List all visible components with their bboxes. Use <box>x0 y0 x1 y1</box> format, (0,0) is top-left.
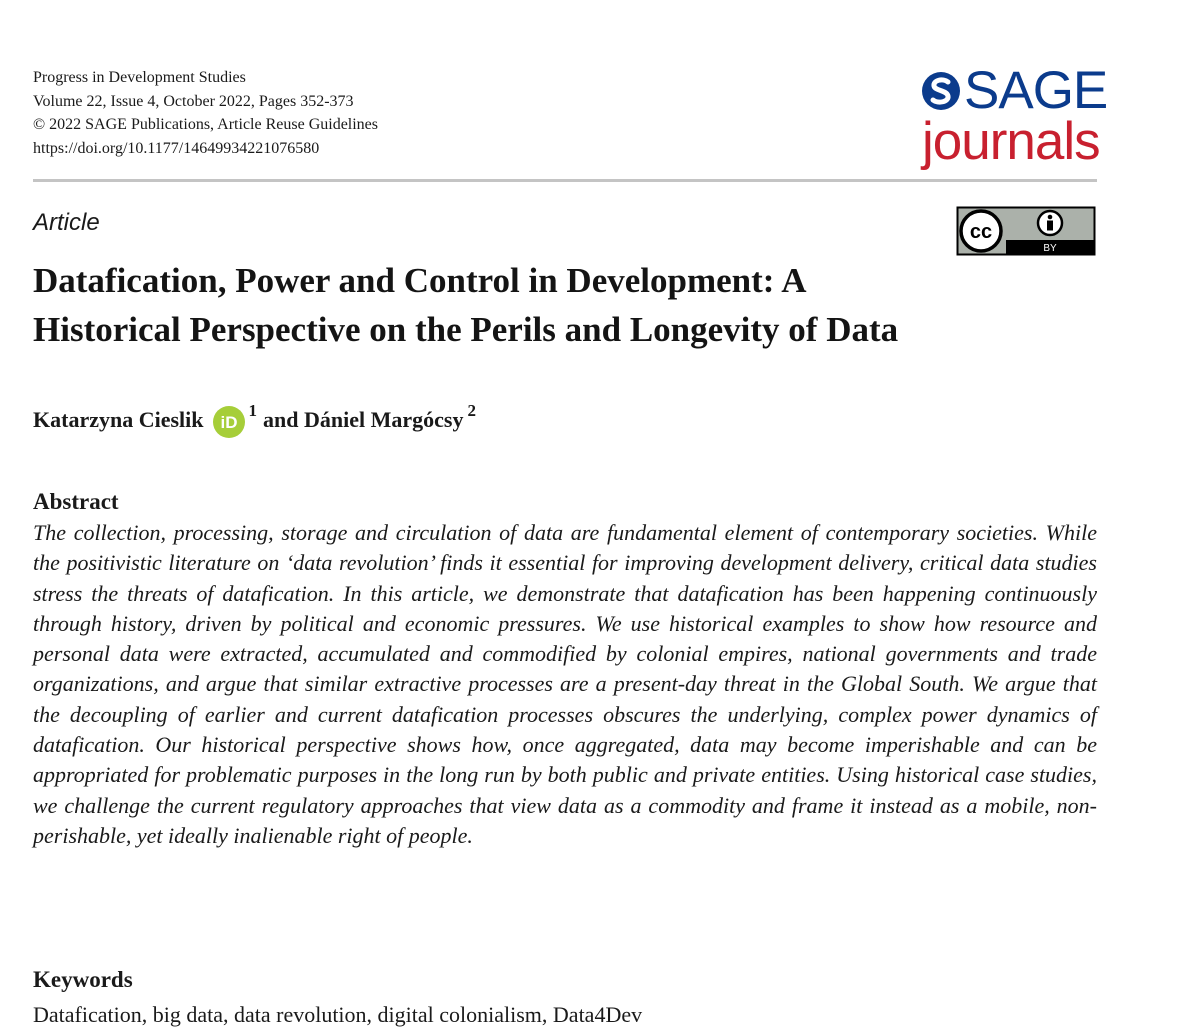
article-title-line2: Historical Perspective on the Perils and Longevity of Data <box>33 310 899 349</box>
journal-name: Progress in Development Studies <box>33 69 246 86</box>
cc-by-label: BY <box>1043 243 1057 254</box>
abstract-text: The collection, processing, storage and circulation of data are fundamental element of contemporary societies. While the positivistic literature on ‘data revolution’ finds it essential for improving development delivery, critical data studies stress the threats of datafication. In this article, we demonstrate that datafication has been happening continuously through history, driven by political and economic pressures. We use historical examples to show how resource and personal data were extracted, accumulated and commodified by colonial empires, national governments and trade organizations, and argue that similar extractive processes are a present-day threat in the Global South. We argue that the decoupling of earlier and current datafication processes obscures the underlying, complex power dynamics of datafication. Our historical perspective shows how, once aggregated, data may become imperishable and can be appropriated for problematic purposes in the long run by both public and private entities. Using historical case studies, we challenge the current regulatory approaches that view data as a commodity and frame it instead as a mobile, non-perishable, yet ideally inalienable right of people. <box>33 520 1097 848</box>
article-type: Article <box>33 209 100 236</box>
svg-text:cc: cc <box>969 221 993 243</box>
keywords-heading: Keywords <box>33 967 133 992</box>
author-affiliation-marker: 1 <box>248 401 257 420</box>
journal-doi[interactable]: https://doi.org/10.1177/14649934221076580 <box>33 139 320 157</box>
journal-meta <box>33 66 633 160</box>
sage-journals-logo <box>920 61 1108 172</box>
journal-copyright[interactable]: © 2022 SAGE Publications, Article Reuse Guidelines <box>33 116 379 133</box>
journal-volume: Volume 22, Issue 4, October 2022, Pages 352-373 <box>33 92 354 110</box>
keywords-list: Datafication, big data, data revolution, digital colonialism, Data4Dev <box>33 1002 643 1027</box>
sage-brand-text: SAGE <box>964 61 1108 120</box>
article-title-line1: Datafication, Power and Control in Development: A <box>33 261 807 300</box>
article-title <box>33 256 1093 354</box>
abstract-heading: Abstract <box>33 489 119 514</box>
sage-journals-text: journals <box>922 112 1100 171</box>
orcid-label: iD <box>220 413 237 432</box>
orcid-icon[interactable] <box>213 406 245 438</box>
sage-emblem-icon <box>920 70 962 112</box>
cc-by-icon[interactable] <box>956 206 1096 256</box>
author-list <box>33 401 476 439</box>
header-divider <box>33 179 1097 182</box>
author-affiliation-marker: 2 <box>467 401 476 420</box>
author-name[interactable]: Katarzyna Cieslik <box>33 407 204 432</box>
author-name[interactable]: and Dániel Margócsy <box>263 407 464 432</box>
